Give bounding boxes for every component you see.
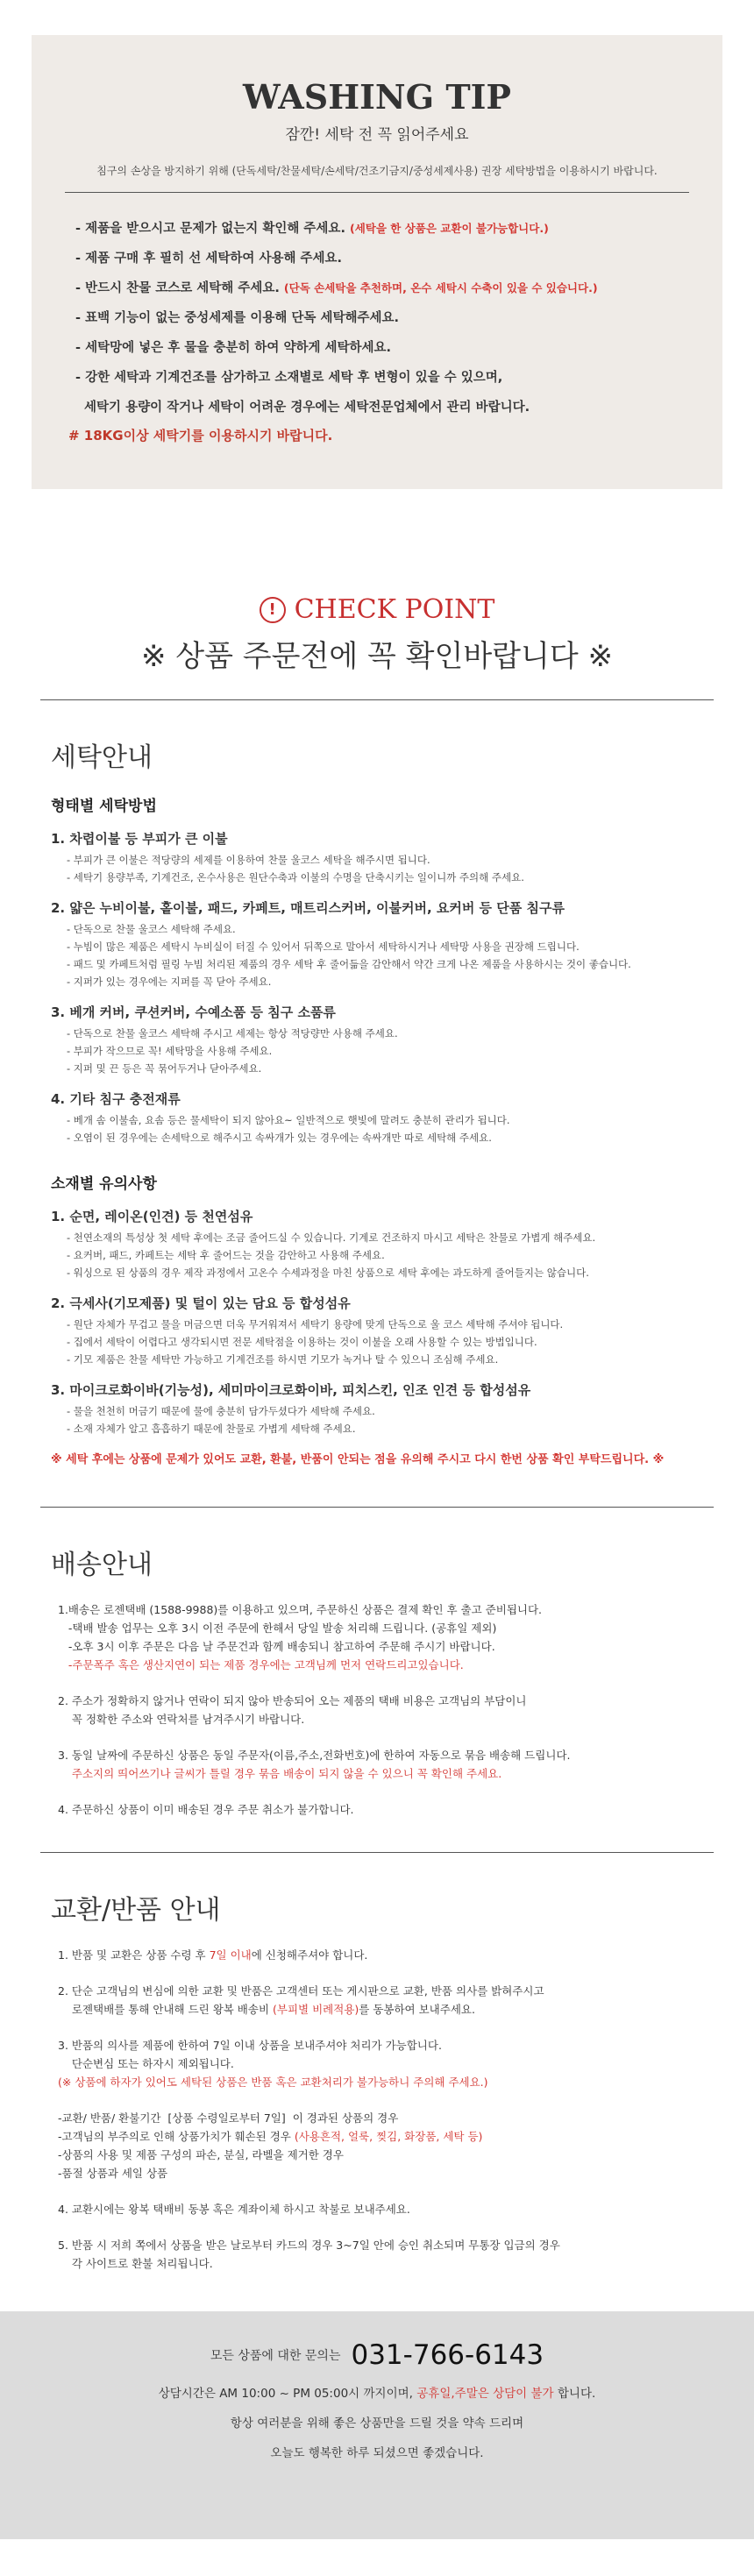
- product-detail-page: [0, 35, 754, 2539]
- delivery-heading: 배송안내: [51, 1550, 153, 1580]
- exchange-item-segment: 에 신청해주셔야 합니다.: [251, 1948, 368, 1962]
- washing-tip-item-text: 세탁기 용량이 작거나 세탁이 어려운 경우에는 세탁전문업체에서 관리 바랍니다.: [84, 401, 530, 415]
- exchange-item-line: [58, 1982, 703, 2000]
- exchange-item-line: [58, 2073, 703, 2091]
- delivery-section: [0, 1508, 754, 1819]
- washing-guide-heading: 세탁안내: [51, 742, 153, 773]
- washing-guide-item: [51, 1294, 703, 1368]
- washing-guide-item: [51, 1207, 703, 1281]
- delivery-item: [58, 1692, 703, 1728]
- washing-guide-item-line: - 지퍼가 있는 경우에는 지퍼를 꼭 닫아 주세요.: [67, 976, 272, 988]
- delivery-item: [58, 1600, 703, 1674]
- exchange-item-segment: 7일 이내: [209, 1948, 252, 1962]
- washing-guide-item-line: - 베개 솜 이불솜, 요솜 등은 물세탁이 되지 않아요~ 일반적으로 햇빛에 말려도 충분히 관리가 됩니다.: [67, 1114, 510, 1126]
- washing-guide-item-title: 1. 순면, 레이온(인견) 등 천연섬유: [51, 1209, 253, 1224]
- washing-guide-item-title: 2. 얇은 누비이불, 홑이불, 패드, 카페트, 매트리스커버, 이불커버, 요커버 등 단품 침구류: [51, 900, 565, 916]
- exchange-item: [58, 2036, 703, 2091]
- washing-guide-item-line: - 기모 제품은 찬물 세탁만 가능하고 기계건조를 하시면 기모가 녹거나 탈 수 있으니 조심해 주세요.: [67, 1353, 499, 1366]
- exchange-item-line: [58, 2236, 703, 2254]
- exchange-item-segment: 2. 단순 고객님의 변심에 의한 교환 및 반품은 고객센터 또는 게시판으로 교환, 반품 의사를 밝혀주시고: [58, 1984, 544, 1998]
- washing-tip-item: [75, 273, 689, 303]
- exchange-item-line: [58, 2200, 703, 2218]
- exchange-item-line: [58, 2000, 703, 2019]
- exchange-item-segment: 단순변심 또는 하자시 제외됩니다.: [58, 2057, 234, 2070]
- washing-tip-title: WASHING TIP: [243, 77, 511, 117]
- washing-tip-item: [75, 214, 689, 244]
- washing-tip-subtitle: 잠깐! 세탁 전 꼭 읽어주세요: [285, 126, 469, 144]
- washing-guide-subheading-type: 형태별 세탁방법: [51, 798, 157, 815]
- footer-greeting: 오늘도 행복한 하루 되셨으면 좋겠습니다.: [270, 2446, 484, 2460]
- washing-guide-item-title: 4. 기타 침구 충전재류: [51, 1091, 181, 1107]
- exchange-section: [0, 1853, 754, 2273]
- footer-promise: 항상 여러분을 위해 좋은 상품만을 드릴 것을 약속 드리며: [230, 2416, 524, 2431]
- exchange-item-line: [58, 1946, 703, 1964]
- washing-guide-item: [51, 898, 703, 990]
- exchange-item: [58, 1946, 703, 1964]
- delivery-item-line: -택배 발송 업무는 오후 3시 이전 주문에 한해서 당일 발송 처리해 드립니다. (공휴일 제외): [58, 1622, 497, 1635]
- check-point-header: [0, 594, 754, 675]
- exchange-item-segment: 5. 반품 시 저희 쪽에서 상품을 받은 날로부터 카드의 경우 3~7일 안에 승인 취소되며 무통장 입금의 경우: [58, 2239, 560, 2252]
- washing-guide-section: [0, 700, 754, 1466]
- exchange-item-segment: -품절 상품과 세일 상품: [58, 2167, 168, 2180]
- exchange-item-line: [58, 2036, 703, 2054]
- exchange-item-segment: 로젠택배를 통해 안내해 드린 왕복 배송비: [58, 2003, 274, 2016]
- washing-guide-item-line: - 요커버, 패드, 카페트는 세탁 후 줄어드는 것을 감안하고 사용해 주세요.: [67, 1249, 385, 1261]
- consult-hours: [0, 2383, 754, 2401]
- washing-guide-item-line: - 부피가 큰 이불은 적당량의 세제를 이용하여 찬물 울코스 세탁을 해주시면 됩니다.: [67, 854, 430, 866]
- washing-tip-item-text: - 강한 세탁과 기계건조를 삼가하고 소재별로 세탁 후 변형이 있을 수 있으며,: [75, 371, 503, 385]
- delivery-item: [58, 1800, 703, 1819]
- washing-tip-item: [75, 244, 689, 273]
- washing-guide-subheading-material: 소재별 유의사항: [51, 1175, 157, 1193]
- delivery-item-line: -주문폭주 혹은 생산지연이 되는 제품 경우에는 고객님께 먼저 연락드리고있습니다.: [58, 1658, 464, 1671]
- phone-number[interactable]: 031-766-6143: [351, 2339, 544, 2371]
- washing-guide-item-line: - 오염이 된 경우에는 손세탁으로 해주시고 속싸개가 있는 경우에는 속싸개만 따로 세탁해 주세요.: [67, 1132, 492, 1144]
- exchange-item-line: [58, 2127, 703, 2146]
- washing-tip-item-text: - 표백 기능이 없는 중성세제를 이용해 단독 세탁해주세요.: [75, 311, 400, 325]
- washing-by-material-list: [51, 1207, 703, 1437]
- contact-row: [0, 2339, 754, 2371]
- inquiry-label: 모든 상품에 대한 문의는: [210, 2349, 341, 2363]
- exchange-item-segment: 각 사이트로 환불 처리됩니다.: [58, 2257, 213, 2270]
- washing-tip-item: [75, 363, 689, 393]
- exchange-item-segment: 4. 교환시에는 왕복 택배비 동봉 혹은 계좌이체 하시고 착불로 보내주세요.: [58, 2203, 410, 2216]
- check-point-title-row: [0, 594, 754, 625]
- washing-guide-item-title: 3. 베개 커버, 쿠션커버, 수예소품 등 침구 소품류: [51, 1004, 336, 1020]
- washing-tip-box: [32, 35, 722, 489]
- contact-footer: [0, 2311, 754, 2539]
- exchange-item-segment: (※ 상품에 하자가 있어도 세탁된 상품은 반품 혹은 교환처리가 불가능하니 주의해 주세요.): [58, 2076, 488, 2089]
- washing-tip-item: [75, 393, 689, 422]
- exchange-item: [58, 2236, 703, 2273]
- exchange-item-line: [58, 2054, 703, 2073]
- exchange-item-segment: -고객님의 부주의로 인해 상품가치가 훼손된 경우: [58, 2130, 295, 2143]
- exchange-item-segment: -상품의 사용 및 제품 구성의 파손, 분실, 라벨을 제거한 경우: [58, 2148, 344, 2161]
- washing-guide-item-line: - 단독으로 찬물 울코스 세탁해 주시고 세제는 항상 적당량만 사용해 주세요.: [67, 1027, 398, 1040]
- delivery-item-line: 1.배송은 로젠택배 (1588-9988)를 이용하고 있으며, 주문하신 상품은 결제 확인 후 출고 준비됩니다.: [58, 1603, 543, 1616]
- washing-guide-item: [51, 1089, 703, 1146]
- washing-guide-item-line: - 물을 천천히 머금기 때문에 물에 충분히 담가두셨다가 세탁해 주세요.: [67, 1405, 375, 1417]
- washing-warning: ※ 세탁 후에는 상품에 문제가 있어도 교환, 환불, 반품이 안되는 점을 유의해 주시고 다시 한번 상품 확인 부탁드립니다. ※: [51, 1453, 665, 1466]
- exchange-item-segment: -교환/ 반품/ 환불기간 [상품 수령일로부터 7일] 이 경과된 상품의 경우: [58, 2111, 399, 2125]
- washing-guide-item-line: - 단독으로 찬물 울코스 세탁해 주세요.: [67, 923, 236, 935]
- washing-by-type-list: [51, 829, 703, 1146]
- consult-hours-suffix: 합니다.: [553, 2387, 596, 2401]
- exchange-item: [58, 2200, 703, 2218]
- washing-tip-item-text: - 반드시 찬물 코스로 세탁해 주세요.: [75, 281, 284, 295]
- check-point-notice: ※ 상품 주문전에 꼭 확인바랍니다 ※: [141, 639, 613, 674]
- washing-tip-divider: [65, 192, 689, 193]
- delivery-item-line: 4. 주문하신 상품이 이미 배송된 경우 주문 취소가 불가합니다.: [58, 1803, 354, 1816]
- washing-guide-item-line: - 워싱으로 된 상품의 경우 제작 과정에서 고온수 수세과정을 마친 상품으로 세탁 후에는 과도하게 줄어들지는 않습니다.: [67, 1267, 589, 1279]
- exchange-list: [51, 1946, 703, 2273]
- exchange-item-line: [58, 2164, 703, 2182]
- washing-guide-item: [51, 1380, 703, 1437]
- delivery-item-line: 꼭 정확한 주소와 연락처를 남겨주시기 바랍니다.: [58, 1713, 305, 1726]
- exchange-item-segment: 를 동봉하여 보내주세요.: [359, 2003, 475, 2016]
- exchange-heading: 교환/반품 안내: [51, 1895, 221, 1926]
- delivery-item-line: 2. 주소가 정확하지 않거나 연락이 되지 않아 반송되어 오는 제품의 택배 비용은 고객님의 부담이니: [58, 1694, 527, 1707]
- exchange-item-segment: (부피별 비례적용): [273, 2003, 359, 2016]
- washing-tip-item-text: - 제품을 받으시고 문제가 없는지 확인해 주세요.: [75, 222, 350, 236]
- washing-tip-item-text: - 제품 구매 후 필히 선 세탁하여 사용해 주세요.: [75, 252, 343, 266]
- washing-guide-item: [51, 829, 703, 886]
- consult-hours-prefix: 상담시간은 AM 10:00 ~ PM 05:00시 까지이며,: [158, 2387, 417, 2401]
- washing-tip-list: [75, 214, 689, 422]
- washing-guide-item: [51, 1003, 703, 1077]
- delivery-item-line: 주소지의 띄어쓰기나 글씨가 틀릴 경우 묶음 배송이 되지 않을 수 있으니 꼭 확인해 주세요.: [58, 1767, 502, 1780]
- exchange-item-segment: 1. 반품 및 교환은 상품 수령 후: [58, 1948, 210, 1962]
- washing-tip-item: [75, 303, 689, 333]
- consult-hours-closed: 공휴일,주말은 상담이 불가: [416, 2387, 554, 2401]
- delivery-item-line: 3. 동일 날짜에 주문하신 상품은 동일 주문자(이름,주소,전화번호)에 한하여 자동으로 묶음 배송해 드립니다.: [58, 1749, 571, 1762]
- delivery-list: [51, 1600, 703, 1819]
- delivery-item: [58, 1746, 703, 1783]
- exclamation-icon: !: [260, 597, 286, 623]
- washing-tip-item-text: - 세탁망에 넣은 후 물을 충분히 하여 약하게 세탁하세요.: [75, 341, 392, 355]
- delivery-item-line: -오후 3시 이후 주문은 다음 날 주문건과 함께 배송되니 참고하여 주문해 주시기 바랍니다.: [58, 1640, 495, 1653]
- washing-tip-description: 침구의 손상을 방지하기 위해 (단독세탁/찬물세탁/손세탁/건조기금지/중성세제사용) 권장 세탁방법을 이용하시기 바랍니다.: [96, 165, 658, 177]
- washing-guide-item-title: 3. 마이크로화이바(기능성), 세미마이크로화이바, 피치스킨, 인조 인견 등 합성섬유: [51, 1382, 531, 1398]
- washing-guide-item-line: - 지퍼 및 끈 등은 꼭 묶어두거나 닫아주세요.: [67, 1062, 262, 1075]
- washing-tip-tag: # 18KG이상 세탁기를 이용하시기 바랍니다.: [68, 428, 333, 444]
- washing-guide-item-line: - 누빔이 많은 제품은 세탁시 누비실이 터질 수 있어서 뒤쪽으로 말아서 세탁하시거나 세탁망 사용을 권장해 드립니다.: [67, 940, 580, 953]
- washing-tip-item-note: (단독 손세탁을 추천하며, 온수 세탁시 수축이 있을 수 있습니다.): [283, 281, 598, 295]
- washing-guide-item-line: - 부피가 작으므로 꼭! 세탁망을 사용해 주세요.: [67, 1045, 273, 1057]
- washing-tip-item-note: (세탁을 한 상품은 교환이 불가능합니다.): [350, 222, 549, 235]
- washing-guide-item-title: 1. 차렵이불 등 부피가 큰 이불: [51, 831, 228, 847]
- washing-guide-item-line: - 원단 자체가 무겁고 물을 머금으면 더욱 무거워져서 세탁기 용량에 맞게 단독으로 울 코스 세탁해 주셔야 됩니다.: [67, 1318, 564, 1331]
- washing-guide-item-line: - 소재 자체가 알고 흡흡하기 때문에 찬물로 가볍게 세탁해 주세요.: [67, 1423, 356, 1435]
- exchange-item-line: [58, 2109, 703, 2127]
- washing-guide-item-line: - 천연소재의 특성상 첫 세탁 후에는 조금 줄어드실 수 있습니다. 기계로 건조하지 마시고 세탁은 찬물로 가볍게 해주세요.: [67, 1231, 596, 1244]
- exchange-item-segment: 3. 반품의 의사를 제품에 한하여 7일 이내 상품을 보내주셔야 처리가 가능합니다.: [58, 2039, 442, 2052]
- washing-tip-item: [75, 333, 689, 363]
- washing-guide-item-line: - 집에서 세탁이 어렵다고 생각되시면 전문 세탁점을 이용하는 것이 이불을 오래 사용할 수 있는 방법입니다.: [67, 1336, 537, 1348]
- check-point-title: CHECK POINT: [294, 594, 495, 625]
- washing-guide-item-title: 2. 극세사(기모제품) 및 털이 있는 담요 등 합성섬유: [51, 1295, 351, 1311]
- washing-guide-item-line: - 세탁기 용량부족, 기계건조, 온수사용은 원단수축과 이불의 수명을 단축시키는 일이니까 주의해 주세요.: [67, 871, 524, 884]
- washing-guide-item-line: - 패드 및 카페트처럼 필링 누빔 처리된 제품의 경우 세탁 후 줄어듦을 감안해서 약간 크게 나온 제품을 사용하시는 것이 좋습니다.: [67, 958, 631, 970]
- exchange-item-line: [58, 2146, 703, 2164]
- exchange-item: [58, 2109, 703, 2182]
- exchange-item-segment: (사용흔적, 얼룩, 찢김, 화장품, 세탁 등): [294, 2130, 483, 2143]
- exchange-item: [58, 1982, 703, 2019]
- exchange-item-line: [58, 2254, 703, 2273]
